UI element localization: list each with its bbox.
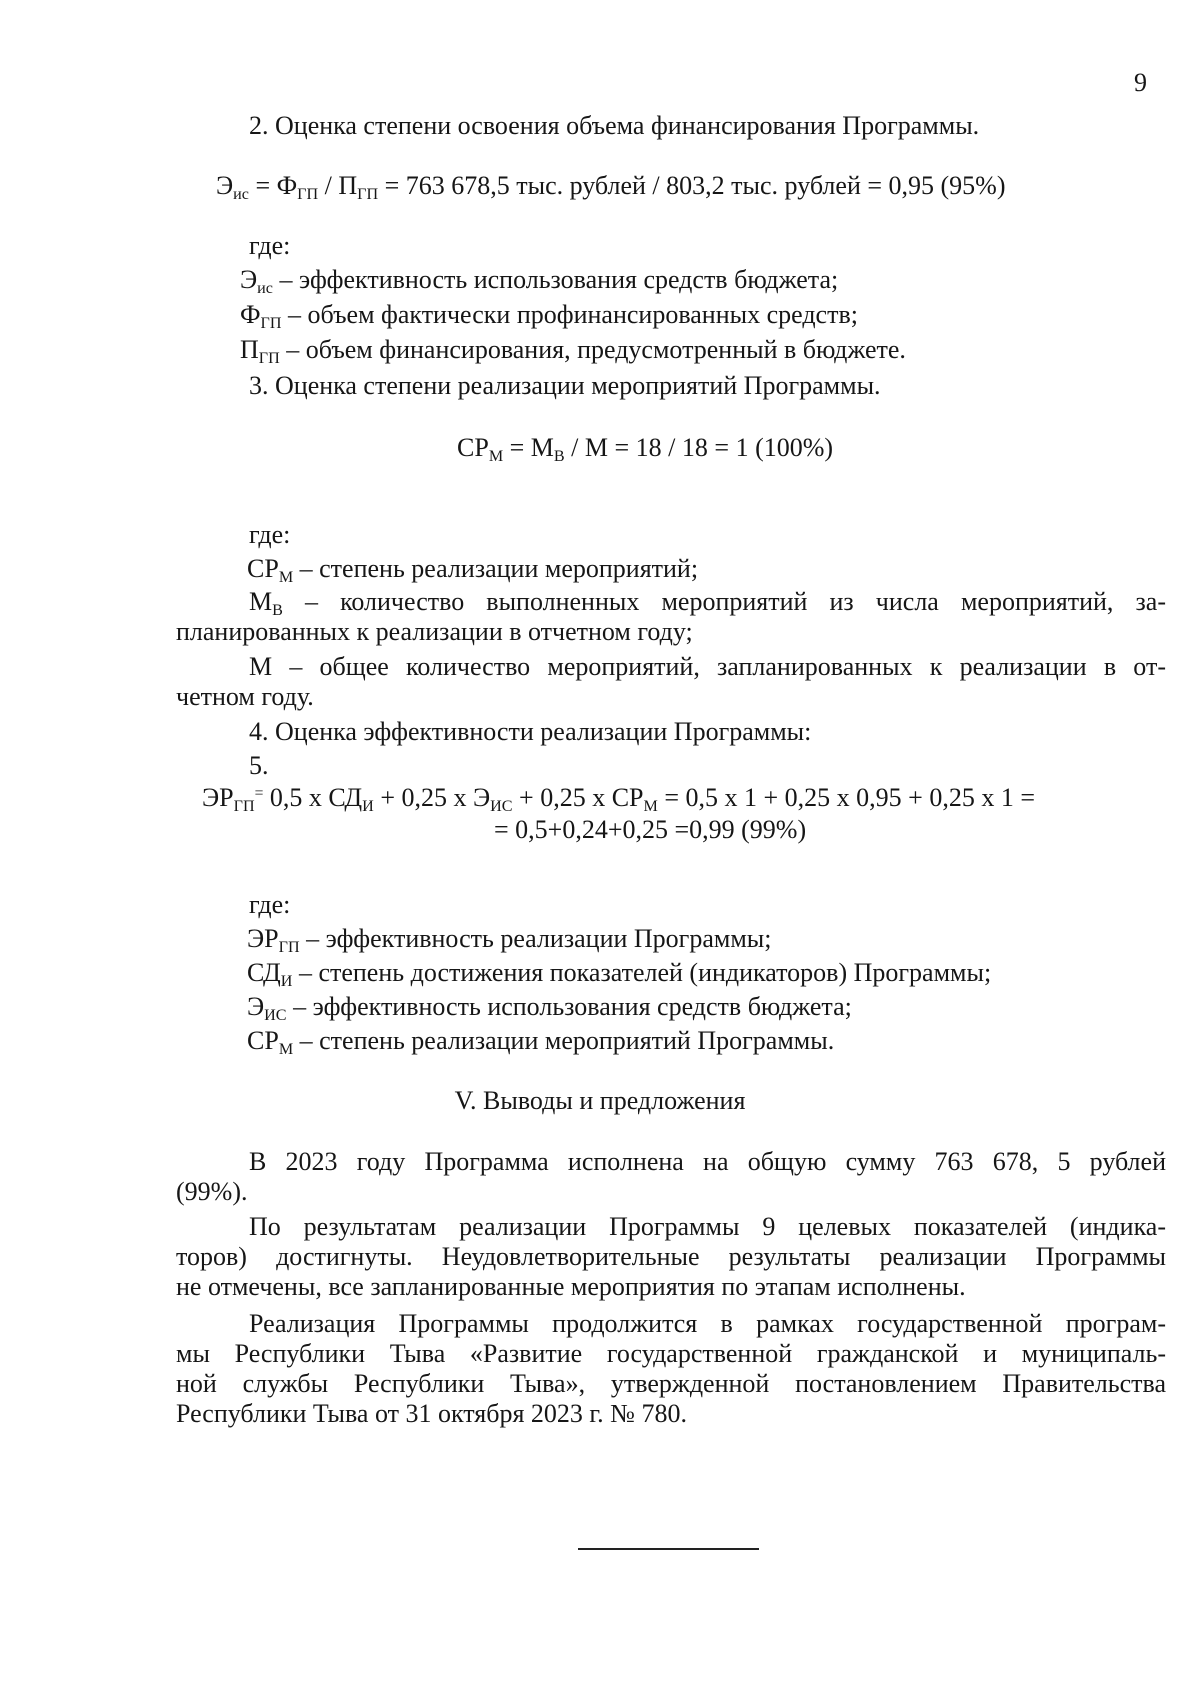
def-text: – степень достижения показателей (индикаторов) Программы; xyxy=(292,958,992,987)
page-number: 9 xyxy=(1134,68,1147,97)
paragraph-line: мы Республики Тыва «Развитие государственной гражданской и муниципаль- xyxy=(176,1339,1166,1368)
paragraph-results xyxy=(176,1212,1166,1302)
paragraph-line: По результатам реализации Программы 9 целевых показателей (индика- xyxy=(249,1212,1166,1241)
def-text: – объем финансирования, предусмотренный в бюджете. xyxy=(279,335,906,364)
end-divider-line xyxy=(578,1548,759,1550)
formula-subscript: И xyxy=(362,797,374,815)
def-text: – объем фактически профинансированных средств; xyxy=(281,300,858,329)
def-symbol: СД xyxy=(247,958,281,987)
formula-text: = М xyxy=(503,433,554,462)
paragraph-line: не отмечены, все запланированные мероприятия по этапам исполнены. xyxy=(176,1272,966,1301)
section-3-title: 3. Оценка степени реализации мероприятий Программы. xyxy=(249,371,881,400)
formula-symbol: Э xyxy=(216,171,234,200)
formula-program-efficiency-result: = 0,5+0,24+0,25 =0,99 (99%) xyxy=(494,815,807,844)
def-text: – степень реализации мероприятий Программы. xyxy=(293,1026,835,1055)
formula-efficiency-usage xyxy=(216,171,1006,201)
section-heading-conclusions: V. Выводы и предложения xyxy=(454,1086,746,1115)
where-label: где: xyxy=(249,520,291,549)
def-symbol: П xyxy=(240,335,259,364)
formula-subscript: М xyxy=(488,447,504,465)
formula-text: / П xyxy=(318,171,358,200)
formula-text: = 763 678,5 тыс. рублей / 803,2 тыс. рублей = 0,95 (95%) xyxy=(378,171,1006,200)
def-subscript: ГП xyxy=(258,349,280,367)
formula-subscript: ис xyxy=(233,185,249,203)
paragraph-line: Реализация Программы продолжится в рамках государственной програм- xyxy=(249,1309,1166,1338)
formula-events-realization xyxy=(457,433,833,463)
definition-line xyxy=(240,265,838,295)
section-4-title: 4. Оценка эффективности реализации Программы: xyxy=(249,717,812,746)
where-label: где: xyxy=(249,231,291,260)
formula-subscript: ГП xyxy=(233,797,255,815)
formula-text: = Ф xyxy=(248,171,298,200)
paragraph-line: торов) достигнуты. Неудовлетворительные результаты реализации Программы xyxy=(176,1242,1166,1271)
paragraph-line: Республики Тыва от 31 октября 2023 г. № 780. xyxy=(176,1399,687,1428)
formula-symbol: ЭР xyxy=(202,783,234,812)
formula-text: / М = 18 / 18 = 1 (100%) xyxy=(564,433,834,462)
definition-line xyxy=(247,958,991,988)
def-subscript: В xyxy=(272,601,283,619)
definition-line xyxy=(240,300,858,330)
formula-subscript: М xyxy=(643,797,658,815)
definition-paragraph xyxy=(176,652,1166,712)
def-text: – степень реализации мероприятий; xyxy=(293,554,699,583)
def-subscript: М xyxy=(278,1040,294,1058)
def-symbol: М xyxy=(249,587,273,616)
definition-paragraph xyxy=(176,587,1166,647)
definition-line xyxy=(176,587,1166,617)
def-symbol: ЭР xyxy=(247,924,279,953)
def-symbol: Ф xyxy=(240,300,261,329)
def-subscript: ИС xyxy=(264,1006,287,1024)
formula-text: + 0,25 х Э xyxy=(373,783,491,812)
definition-line xyxy=(247,924,771,954)
def-symbol: СР xyxy=(247,554,279,583)
def-symbol: Э xyxy=(240,265,258,294)
def-subscript: М xyxy=(278,568,294,586)
paragraph-line: (99%). xyxy=(176,1177,248,1206)
formula-subscript: ГП xyxy=(297,185,319,203)
definition-line xyxy=(240,335,906,365)
def-subscript: ГП xyxy=(260,314,282,332)
definition-line: М – общее количество мероприятий, запланированных к реализации в от- xyxy=(249,652,1166,681)
def-subscript: ис xyxy=(257,279,273,297)
formula-text: 0,5 х СД xyxy=(263,783,363,812)
paragraph-line: ной службы Республики Тыва», утвержденной постановлением Правительства xyxy=(176,1369,1166,1398)
definition-line: планированных к реализации в отчетном году; xyxy=(176,617,693,646)
def-text: – количество выполненных мероприятий из числа мероприятий, за- xyxy=(282,587,1166,616)
definition-line xyxy=(247,554,698,584)
paragraph-line: В 2023 году Программа исполнена на общую сумму 763 678, 5 рублей xyxy=(249,1147,1166,1176)
def-subscript: И xyxy=(280,972,293,990)
definition-line xyxy=(247,992,852,1022)
def-text: – эффективность использования средств бюджета; xyxy=(286,992,852,1021)
formula-equals: = xyxy=(254,785,264,803)
definition-line xyxy=(247,1026,834,1056)
formula-subscript: В xyxy=(553,447,565,465)
def-subscript: ГП xyxy=(278,938,300,956)
list-item-number: 5. xyxy=(249,751,269,780)
formula-subscript: ИС xyxy=(490,797,513,815)
paragraph-continuation xyxy=(176,1309,1166,1429)
formula-symbol: СР xyxy=(457,433,489,462)
definition-line: четном году. xyxy=(176,682,314,711)
where-label: где: xyxy=(249,890,291,919)
def-symbol: Э xyxy=(247,992,265,1021)
paragraph-summary xyxy=(176,1147,1166,1207)
formula-program-efficiency xyxy=(202,783,1035,813)
formula-text: = 0,5 х 1 + 0,25 х 0,95 + 0,25 х 1 = xyxy=(657,783,1035,812)
formula-subscript: ГП xyxy=(357,185,379,203)
def-symbol: СР xyxy=(247,1026,279,1055)
formula-text: + 0,25 х СР xyxy=(512,783,644,812)
def-text: – эффективность использования средств бюджета; xyxy=(272,265,839,294)
def-text: – эффективность реализации Программы; xyxy=(299,924,772,953)
section-2-title: 2. Оценка степени освоения объема финансирования Программы. xyxy=(249,111,980,140)
